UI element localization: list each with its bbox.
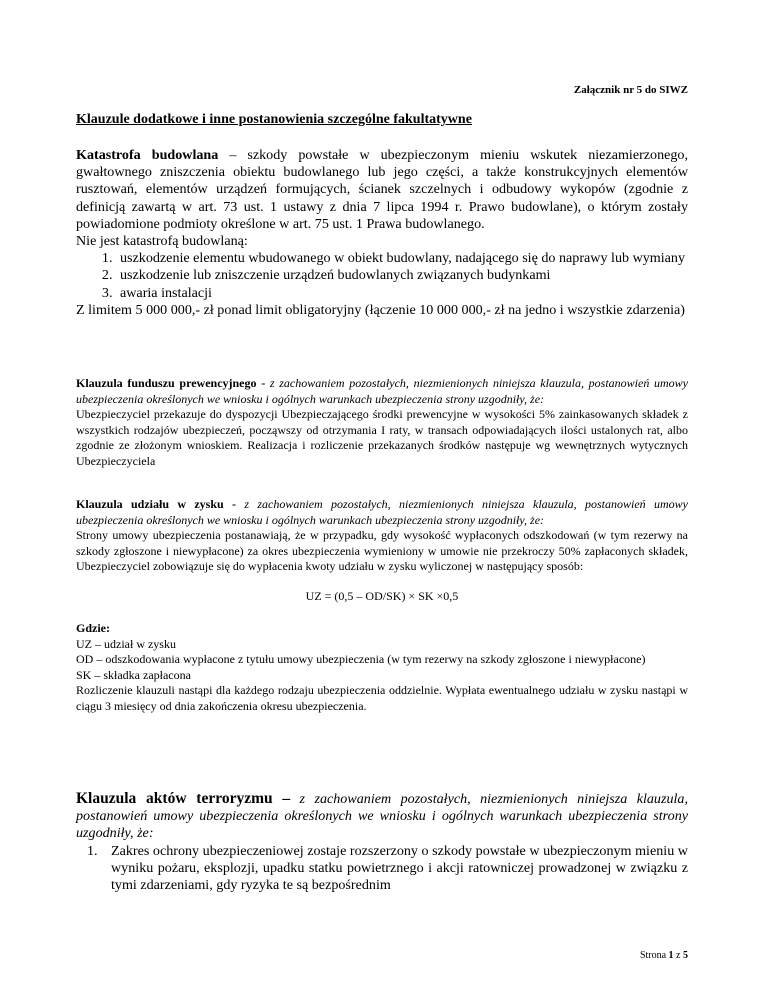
document-title: Klauzule dodatkowe i inne postanowienia szczególne fakultatywne <box>76 112 472 127</box>
section-fundusz <box>76 376 688 469</box>
terror-point-1 <box>76 843 688 895</box>
list-item: 1. uszkodzenie elementu wbudowanego w obiekt budowlany, nadającego się do naprawy lub wymiany <box>116 250 688 267</box>
section-udzial <box>76 497 688 714</box>
fundusz-intro: Klauzula funduszu prewencyjnego - z zachowaniem pozostałych, niezmienionych niniejsza klauzula, postanowień umowy ubezpieczenia określonych we wniosku i ogólnych warunkach ubezpieczenia strony uzgodniły, że: <box>76 376 688 406</box>
udzial-term: Klauzula udziału w zysku - <box>76 497 237 511</box>
katastrofa-limit: Z limitem 5 000 000,- zł ponad limit obligatoryjny (łączenie 10 000 000,- zł na jedno i wszystkie zdarzenia) <box>76 301 685 318</box>
katastrofa-definition: Katastrofa budowlana – szkody powstałe w ubezpieczonym mieniu wskutek niezamierzonego, gwałtownego zniszczenia obiektu budowlanego lub jego części, a także konstrukcyjnych elementów rusztowań, elementów urządzeń formujących, ścianek szczelnych i odbudowy wykopów (zgodnie z definicją zawartą w art. 73 ust. 1 ustawy z dnia 7 lipca 1994 r. Prawo budowlane), o którym zostały powiadomione podmioty określone w art. 75 ust. 1 Prawa budowlanego. <box>76 147 689 232</box>
katastrofa-exclusion-intro: Nie jest katastrofą budowlaną: <box>76 233 248 250</box>
def-uz: UZ – udział w zysku <box>76 636 176 651</box>
fundusz-term: Klauzula funduszu prewencyjnego - <box>76 376 266 390</box>
fundusz-body: Ubezpieczyciel przekazuje do dyspozycji Ubezpieczającego środki prewencyjne w wysokości 5% zainkasowanych składek z wszystkich rodzajów ubezpieczeń, począwszy od otrzymania I raty, w transach odpowiadających ilości ustalonych rat, albo zgodnie ze złożonym wnioskiem. Realizacja i rozliczenie przekazanych środków następuje wg wewnętrznych wytycznych Ubezpieczyciela <box>76 407 688 468</box>
page-footer: Strona 1 z 5 <box>639 950 688 961</box>
profit-formula: UZ = (0,5 – OD/SK) × SK ×0,5 <box>305 588 459 603</box>
list-item: 2. uszkodzenie lub zniszczenie urządzeń budowlanych związanych budynkami <box>116 267 688 284</box>
katastrofa-exclusion-list <box>76 250 688 302</box>
katastrofa-term: Katastrofa budowlana <box>76 147 219 163</box>
def-od: OD – odszkodowania wypłacone z tytułu umowy ubezpieczenia (w tym rezerwy na szkody zgłoszone i niewypłacone) <box>76 652 646 666</box>
annex-label: Załącznik nr 5 do SIWZ <box>573 84 688 96</box>
terror-term: Klauzula aktów terroryzmu – <box>76 790 291 807</box>
point-number: 1. <box>87 842 98 859</box>
udzial-body: Strony umowy ubezpieczenia postanawiają, że w przypadku, gdy wysokość wypłaconych odszkodowań (w tym rezerwy na szkody zgłoszone i niewypłacone) za okres ubezpieczenia wymieniony w umowie nie przekroczy 50% zapłaconych składek, Ubezpieczyciel zobowiązuje się do wypłacenia kwoty udziału w zysku wyliczonej w następujący sposób: <box>76 528 688 573</box>
section-terror <box>76 790 688 894</box>
udzial-intro: Klauzula udziału w zysku - z zachowaniem pozostałych, niezmienionych niniejsza klauzula, postanowień umowy ubezpieczenia określonych we wniosku i ogólnych warunkach ubezpieczenia strony uzgodniły, że: <box>76 497 688 527</box>
terror-point-text: Zakres ochrony ubezpieczeniowej zostaje rozszerzony o szkody powstałe w ubezpieczonym mieniu w wyniku pożaru, eksplozji, upadku statku powietrznego i akcji ratowniczej prowadzonej w związku z tymi zdarzeniami, gdy ryzyka te są bezpośrednim <box>111 842 688 894</box>
list-item: 3. awaria instalacji <box>116 285 688 302</box>
terror-intro: Klauzula aktów terroryzmu – z zachowaniem pozostałych, niezmienionych niniejsza klauzula, postanowień umowy ubezpieczenia określonych we wniosku i ogólnych warunkach ubezpieczenia strony uzgodniły, że: <box>76 790 688 842</box>
gdzie-label: Gdzie: <box>76 621 110 635</box>
def-sk: SK – składka zapłacona <box>76 667 191 682</box>
section-katastrofa <box>76 147 688 319</box>
udzial-settlement: Rozliczenie klauzuli nastąpi dla każdego rodzaju ubezpieczenia oddzielnie. Wypłata ewentualnego udziału w zysku nastąpi w ciągu 3 miesięcy od dnia zakończenia okresu ubezpieczenia. <box>76 683 688 713</box>
